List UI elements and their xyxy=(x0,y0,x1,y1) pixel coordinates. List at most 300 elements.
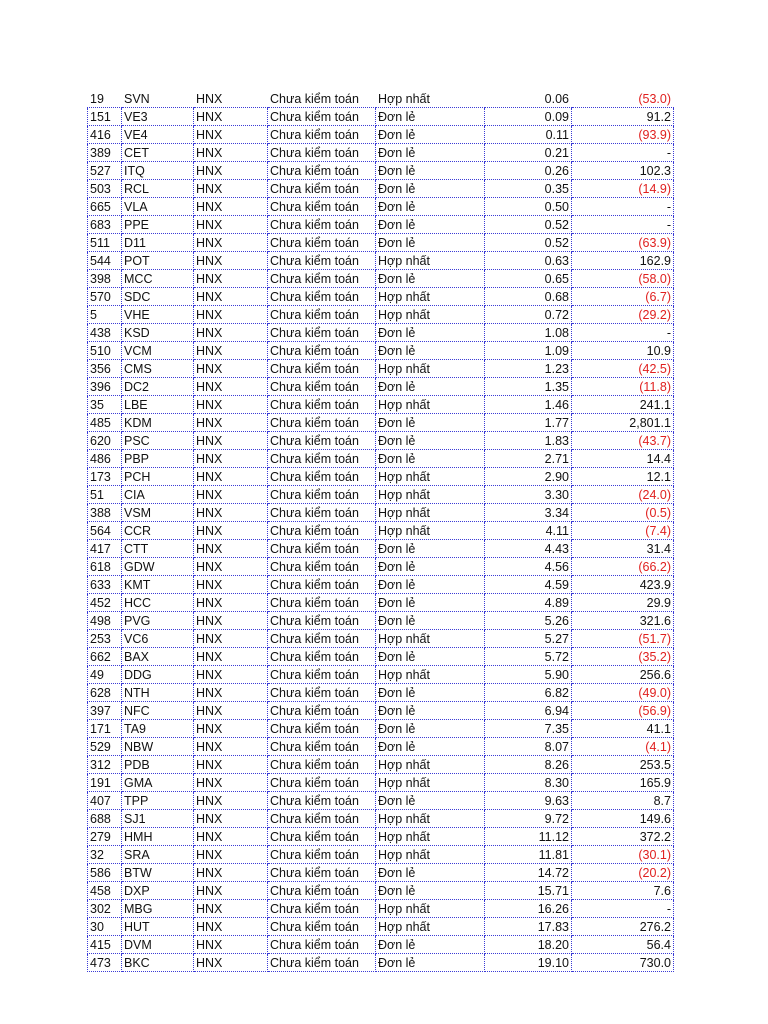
row-number-cell: 397 xyxy=(88,702,122,720)
change-cell: - xyxy=(572,198,674,216)
value-cell: 0.72 xyxy=(485,306,572,324)
ticker-cell: MBG xyxy=(122,900,194,918)
value-cell: 11.12 xyxy=(485,828,572,846)
table-row xyxy=(88,612,674,630)
audit-status-cell: Chưa kiểm toán xyxy=(268,918,376,936)
exchange-cell: HNX xyxy=(194,90,268,108)
row-number-cell: 473 xyxy=(88,954,122,972)
ticker-cell: GDW xyxy=(122,558,194,576)
change-cell: (35.2) xyxy=(572,648,674,666)
audit-status-cell: Chưa kiểm toán xyxy=(268,612,376,630)
ticker-cell: VE3 xyxy=(122,108,194,126)
exchange-cell: HNX xyxy=(194,594,268,612)
table-row xyxy=(88,540,674,558)
audit-status-cell: Chưa kiểm toán xyxy=(268,504,376,522)
exchange-cell: HNX xyxy=(194,504,268,522)
audit-status-cell: Chưa kiểm toán xyxy=(268,252,376,270)
change-cell: 253.5 xyxy=(572,756,674,774)
table-row xyxy=(88,576,674,594)
ticker-cell: PPE xyxy=(122,216,194,234)
table-row xyxy=(88,594,674,612)
value-cell: 9.63 xyxy=(485,792,572,810)
table-row xyxy=(88,288,674,306)
table-row xyxy=(88,144,674,162)
ticker-cell: CMS xyxy=(122,360,194,378)
ticker-cell: SVN xyxy=(122,90,194,108)
ticker-cell: POT xyxy=(122,252,194,270)
ticker-cell: VHE xyxy=(122,306,194,324)
statement-type-cell: Đơn lẻ xyxy=(376,594,485,612)
table-row xyxy=(88,846,674,864)
audit-status-cell: Chưa kiểm toán xyxy=(268,108,376,126)
exchange-cell: HNX xyxy=(194,234,268,252)
ticker-cell: BAX xyxy=(122,648,194,666)
table-row xyxy=(88,252,674,270)
statement-type-cell: Hợp nhất xyxy=(376,306,485,324)
table-row xyxy=(88,126,674,144)
table-row xyxy=(88,396,674,414)
exchange-cell: HNX xyxy=(194,288,268,306)
value-cell: 0.11 xyxy=(485,126,572,144)
table-row xyxy=(88,828,674,846)
value-cell: 2.90 xyxy=(485,468,572,486)
value-cell: 5.26 xyxy=(485,612,572,630)
change-cell: 149.6 xyxy=(572,810,674,828)
exchange-cell: HNX xyxy=(194,486,268,504)
audit-status-cell: Chưa kiểm toán xyxy=(268,216,376,234)
value-cell: 1.83 xyxy=(485,432,572,450)
change-cell: - xyxy=(572,216,674,234)
row-number-cell: 302 xyxy=(88,900,122,918)
audit-status-cell: Chưa kiểm toán xyxy=(268,396,376,414)
value-cell: 15.71 xyxy=(485,882,572,900)
row-number-cell: 32 xyxy=(88,846,122,864)
table-row xyxy=(88,306,674,324)
row-number-cell: 503 xyxy=(88,180,122,198)
table-row xyxy=(88,108,674,126)
exchange-cell: HNX xyxy=(194,702,268,720)
value-cell: 1.08 xyxy=(485,324,572,342)
exchange-cell: HNX xyxy=(194,342,268,360)
audit-status-cell: Chưa kiểm toán xyxy=(268,144,376,162)
statement-type-cell: Hợp nhất xyxy=(376,828,485,846)
statement-type-cell: Hợp nhất xyxy=(376,774,485,792)
value-cell: 1.46 xyxy=(485,396,572,414)
row-number-cell: 253 xyxy=(88,630,122,648)
table-row xyxy=(88,468,674,486)
ticker-cell: DDG xyxy=(122,666,194,684)
ticker-cell: LBE xyxy=(122,396,194,414)
row-number-cell: 564 xyxy=(88,522,122,540)
value-cell: 5.72 xyxy=(485,648,572,666)
change-cell: 7.6 xyxy=(572,882,674,900)
value-cell: 0.52 xyxy=(485,234,572,252)
statement-type-cell: Đơn lẻ xyxy=(376,432,485,450)
change-cell: (14.9) xyxy=(572,180,674,198)
table-row xyxy=(88,900,674,918)
change-cell: (56.9) xyxy=(572,702,674,720)
statement-type-cell: Hợp nhất xyxy=(376,756,485,774)
exchange-cell: HNX xyxy=(194,774,268,792)
audit-status-cell: Chưa kiểm toán xyxy=(268,522,376,540)
value-cell: 5.90 xyxy=(485,666,572,684)
ticker-cell: RCL xyxy=(122,180,194,198)
statement-type-cell: Đơn lẻ xyxy=(376,702,485,720)
change-cell: 372.2 xyxy=(572,828,674,846)
table-row xyxy=(88,216,674,234)
audit-status-cell: Chưa kiểm toán xyxy=(268,882,376,900)
exchange-cell: HNX xyxy=(194,396,268,414)
row-number-cell: 633 xyxy=(88,576,122,594)
audit-status-cell: Chưa kiểm toán xyxy=(268,630,376,648)
exchange-cell: HNX xyxy=(194,540,268,558)
value-cell: 3.34 xyxy=(485,504,572,522)
table-row xyxy=(88,360,674,378)
table-row xyxy=(88,198,674,216)
row-number-cell: 438 xyxy=(88,324,122,342)
table-row xyxy=(88,630,674,648)
audit-status-cell: Chưa kiểm toán xyxy=(268,828,376,846)
statement-type-cell: Đơn lẻ xyxy=(376,180,485,198)
value-cell: 14.72 xyxy=(485,864,572,882)
exchange-cell: HNX xyxy=(194,198,268,216)
change-cell: 10.9 xyxy=(572,342,674,360)
exchange-cell: HNX xyxy=(194,810,268,828)
value-cell: 0.65 xyxy=(485,270,572,288)
row-number-cell: 485 xyxy=(88,414,122,432)
row-number-cell: 30 xyxy=(88,918,122,936)
row-number-cell: 49 xyxy=(88,666,122,684)
table-row xyxy=(88,414,674,432)
statement-type-cell: Hợp nhất xyxy=(376,288,485,306)
table-row xyxy=(88,954,674,972)
change-cell: 8.7 xyxy=(572,792,674,810)
statement-type-cell: Đơn lẻ xyxy=(376,684,485,702)
exchange-cell: HNX xyxy=(194,882,268,900)
ticker-cell: HMH xyxy=(122,828,194,846)
change-cell: 29.9 xyxy=(572,594,674,612)
exchange-cell: HNX xyxy=(194,648,268,666)
value-cell: 8.30 xyxy=(485,774,572,792)
value-cell: 4.59 xyxy=(485,576,572,594)
ticker-cell: KDM xyxy=(122,414,194,432)
table-row xyxy=(88,720,674,738)
value-cell: 0.21 xyxy=(485,144,572,162)
value-cell: 0.35 xyxy=(485,180,572,198)
statement-type-cell: Đơn lẻ xyxy=(376,792,485,810)
row-number-cell: 396 xyxy=(88,378,122,396)
value-cell: 7.35 xyxy=(485,720,572,738)
exchange-cell: HNX xyxy=(194,360,268,378)
value-cell: 5.27 xyxy=(485,630,572,648)
exchange-cell: HNX xyxy=(194,108,268,126)
value-cell: 3.30 xyxy=(485,486,572,504)
statement-type-cell: Đơn lẻ xyxy=(376,612,485,630)
ticker-cell: KMT xyxy=(122,576,194,594)
statement-type-cell: Đơn lẻ xyxy=(376,738,485,756)
table-row xyxy=(88,882,674,900)
value-cell: 0.06 xyxy=(485,90,572,108)
audit-status-cell: Chưa kiểm toán xyxy=(268,342,376,360)
audit-status-cell: Chưa kiểm toán xyxy=(268,234,376,252)
change-cell: (30.1) xyxy=(572,846,674,864)
statement-type-cell: Đơn lẻ xyxy=(376,198,485,216)
ticker-cell: GMA xyxy=(122,774,194,792)
table-row xyxy=(88,936,674,954)
audit-status-cell: Chưa kiểm toán xyxy=(268,738,376,756)
audit-status-cell: Chưa kiểm toán xyxy=(268,720,376,738)
ticker-cell: DVM xyxy=(122,936,194,954)
audit-status-cell: Chưa kiểm toán xyxy=(268,900,376,918)
audit-status-cell: Chưa kiểm toán xyxy=(268,846,376,864)
ticker-cell: VE4 xyxy=(122,126,194,144)
audit-status-cell: Chưa kiểm toán xyxy=(268,540,376,558)
ticker-cell: PBP xyxy=(122,450,194,468)
row-number-cell: 529 xyxy=(88,738,122,756)
row-number-cell: 662 xyxy=(88,648,122,666)
row-number-cell: 191 xyxy=(88,774,122,792)
change-cell: (58.0) xyxy=(572,270,674,288)
table-row xyxy=(88,522,674,540)
value-cell: 1.09 xyxy=(485,342,572,360)
change-cell: (49.0) xyxy=(572,684,674,702)
exchange-cell: HNX xyxy=(194,828,268,846)
ticker-cell: SRA xyxy=(122,846,194,864)
value-cell: 6.82 xyxy=(485,684,572,702)
table-row xyxy=(88,666,674,684)
exchange-cell: HNX xyxy=(194,738,268,756)
exchange-cell: HNX xyxy=(194,126,268,144)
statement-type-cell: Đơn lẻ xyxy=(376,936,485,954)
row-number-cell: 51 xyxy=(88,486,122,504)
table-row xyxy=(88,648,674,666)
value-cell: 4.89 xyxy=(485,594,572,612)
change-cell: 730.0 xyxy=(572,954,674,972)
change-cell: 276.2 xyxy=(572,918,674,936)
row-number-cell: 618 xyxy=(88,558,122,576)
ticker-cell: HCC xyxy=(122,594,194,612)
row-number-cell: 356 xyxy=(88,360,122,378)
row-number-cell: 452 xyxy=(88,594,122,612)
row-number-cell: 665 xyxy=(88,198,122,216)
exchange-cell: HNX xyxy=(194,162,268,180)
audit-status-cell: Chưa kiểm toán xyxy=(268,774,376,792)
row-number-cell: 171 xyxy=(88,720,122,738)
exchange-cell: HNX xyxy=(194,576,268,594)
statement-type-cell: Đơn lẻ xyxy=(376,162,485,180)
exchange-cell: HNX xyxy=(194,522,268,540)
value-cell: 8.07 xyxy=(485,738,572,756)
statement-type-cell: Đơn lẻ xyxy=(376,270,485,288)
table-row xyxy=(88,378,674,396)
change-cell: (6.7) xyxy=(572,288,674,306)
table-row xyxy=(88,774,674,792)
change-cell: 102.3 xyxy=(572,162,674,180)
row-number-cell: 407 xyxy=(88,792,122,810)
table-row xyxy=(88,270,674,288)
exchange-cell: HNX xyxy=(194,378,268,396)
change-cell: 321.6 xyxy=(572,612,674,630)
change-cell: (4.1) xyxy=(572,738,674,756)
statement-type-cell: Hợp nhất xyxy=(376,468,485,486)
row-number-cell: 570 xyxy=(88,288,122,306)
row-number-cell: 688 xyxy=(88,810,122,828)
exchange-cell: HNX xyxy=(194,756,268,774)
statement-type-cell: Đơn lẻ xyxy=(376,144,485,162)
row-number-cell: 527 xyxy=(88,162,122,180)
value-cell: 2.71 xyxy=(485,450,572,468)
ticker-cell: CTT xyxy=(122,540,194,558)
table-row xyxy=(88,450,674,468)
exchange-cell: HNX xyxy=(194,450,268,468)
statement-type-cell: Hợp nhất xyxy=(376,396,485,414)
change-cell: 241.1 xyxy=(572,396,674,414)
statement-type-cell: Đơn lẻ xyxy=(376,864,485,882)
ticker-cell: D11 xyxy=(122,234,194,252)
audit-status-cell: Chưa kiểm toán xyxy=(268,486,376,504)
audit-status-cell: Chưa kiểm toán xyxy=(268,270,376,288)
audit-status-cell: Chưa kiểm toán xyxy=(268,432,376,450)
ticker-cell: KSD xyxy=(122,324,194,342)
exchange-cell: HNX xyxy=(194,414,268,432)
row-number-cell: 683 xyxy=(88,216,122,234)
audit-status-cell: Chưa kiểm toán xyxy=(268,90,376,108)
exchange-cell: HNX xyxy=(194,216,268,234)
statement-type-cell: Hợp nhất xyxy=(376,360,485,378)
row-number-cell: 415 xyxy=(88,936,122,954)
audit-status-cell: Chưa kiểm toán xyxy=(268,162,376,180)
ticker-cell: VCM xyxy=(122,342,194,360)
table-row xyxy=(88,558,674,576)
statement-type-cell: Đơn lẻ xyxy=(376,126,485,144)
ticker-cell: PDB xyxy=(122,756,194,774)
exchange-cell: HNX xyxy=(194,306,268,324)
audit-status-cell: Chưa kiểm toán xyxy=(268,936,376,954)
ticker-cell: DC2 xyxy=(122,378,194,396)
change-cell: (42.5) xyxy=(572,360,674,378)
value-cell: 4.11 xyxy=(485,522,572,540)
audit-status-cell: Chưa kiểm toán xyxy=(268,864,376,882)
change-cell: (63.9) xyxy=(572,234,674,252)
value-cell: 9.72 xyxy=(485,810,572,828)
change-cell: 165.9 xyxy=(572,774,674,792)
ticker-cell: BTW xyxy=(122,864,194,882)
change-cell: - xyxy=(572,144,674,162)
ticker-cell: BKC xyxy=(122,954,194,972)
value-cell: 4.56 xyxy=(485,558,572,576)
statement-type-cell: Hợp nhất xyxy=(376,252,485,270)
row-number-cell: 5 xyxy=(88,306,122,324)
value-cell: 8.26 xyxy=(485,756,572,774)
audit-status-cell: Chưa kiểm toán xyxy=(268,756,376,774)
change-cell: 162.9 xyxy=(572,252,674,270)
audit-status-cell: Chưa kiểm toán xyxy=(268,702,376,720)
value-cell: 0.52 xyxy=(485,216,572,234)
audit-status-cell: Chưa kiểm toán xyxy=(268,648,376,666)
statement-type-cell: Hợp nhất xyxy=(376,666,485,684)
exchange-cell: HNX xyxy=(194,846,268,864)
statement-type-cell: Đơn lẻ xyxy=(376,558,485,576)
ticker-cell: TPP xyxy=(122,792,194,810)
ticker-cell: NBW xyxy=(122,738,194,756)
audit-status-cell: Chưa kiểm toán xyxy=(268,954,376,972)
table-row xyxy=(88,792,674,810)
value-cell: 19.10 xyxy=(485,954,572,972)
value-cell: 16.26 xyxy=(485,900,572,918)
audit-status-cell: Chưa kiểm toán xyxy=(268,558,376,576)
row-number-cell: 398 xyxy=(88,270,122,288)
value-cell: 1.23 xyxy=(485,360,572,378)
ticker-cell: MCC xyxy=(122,270,194,288)
ticker-cell: CCR xyxy=(122,522,194,540)
row-number-cell: 511 xyxy=(88,234,122,252)
value-cell: 6.94 xyxy=(485,702,572,720)
statement-type-cell: Hợp nhất xyxy=(376,846,485,864)
ticker-cell: DXP xyxy=(122,882,194,900)
statement-type-cell: Hợp nhất xyxy=(376,522,485,540)
statement-type-cell: Đơn lẻ xyxy=(376,954,485,972)
statement-type-cell: Hợp nhất xyxy=(376,486,485,504)
ticker-cell: SDC xyxy=(122,288,194,306)
change-cell: 14.4 xyxy=(572,450,674,468)
value-cell: 0.63 xyxy=(485,252,572,270)
table-row xyxy=(88,504,674,522)
ticker-cell: CET xyxy=(122,144,194,162)
change-cell: (20.2) xyxy=(572,864,674,882)
row-number-cell: 312 xyxy=(88,756,122,774)
table-row xyxy=(88,738,674,756)
statement-type-cell: Hợp nhất xyxy=(376,900,485,918)
row-number-cell: 279 xyxy=(88,828,122,846)
table-body xyxy=(88,90,674,972)
audit-status-cell: Chưa kiểm toán xyxy=(268,666,376,684)
statement-type-cell: Đơn lẻ xyxy=(376,414,485,432)
exchange-cell: HNX xyxy=(194,630,268,648)
change-cell: (93.9) xyxy=(572,126,674,144)
value-cell: 0.68 xyxy=(485,288,572,306)
row-number-cell: 510 xyxy=(88,342,122,360)
statement-type-cell: Đơn lẻ xyxy=(376,378,485,396)
change-cell: (7.4) xyxy=(572,522,674,540)
exchange-cell: HNX xyxy=(194,792,268,810)
table-row xyxy=(88,702,674,720)
statement-type-cell: Hợp nhất xyxy=(376,810,485,828)
table-row xyxy=(88,324,674,342)
statement-type-cell: Đơn lẻ xyxy=(376,108,485,126)
ticker-cell: NTH xyxy=(122,684,194,702)
table-row xyxy=(88,90,674,108)
table-row xyxy=(88,180,674,198)
audit-status-cell: Chưa kiểm toán xyxy=(268,378,376,396)
change-cell: 31.4 xyxy=(572,540,674,558)
exchange-cell: HNX xyxy=(194,324,268,342)
exchange-cell: HNX xyxy=(194,180,268,198)
ticker-cell: ITQ xyxy=(122,162,194,180)
audit-status-cell: Chưa kiểm toán xyxy=(268,810,376,828)
statement-type-cell: Hợp nhất xyxy=(376,630,485,648)
statement-type-cell: Đơn lẻ xyxy=(376,648,485,666)
ticker-cell: SJ1 xyxy=(122,810,194,828)
change-cell: 2,801.1 xyxy=(572,414,674,432)
change-cell: 41.1 xyxy=(572,720,674,738)
row-number-cell: 620 xyxy=(88,432,122,450)
exchange-cell: HNX xyxy=(194,252,268,270)
ticker-cell: VC6 xyxy=(122,630,194,648)
statement-type-cell: Đơn lẻ xyxy=(376,576,485,594)
value-cell: 11.81 xyxy=(485,846,572,864)
row-number-cell: 35 xyxy=(88,396,122,414)
statement-type-cell: Hợp nhất xyxy=(376,90,485,108)
